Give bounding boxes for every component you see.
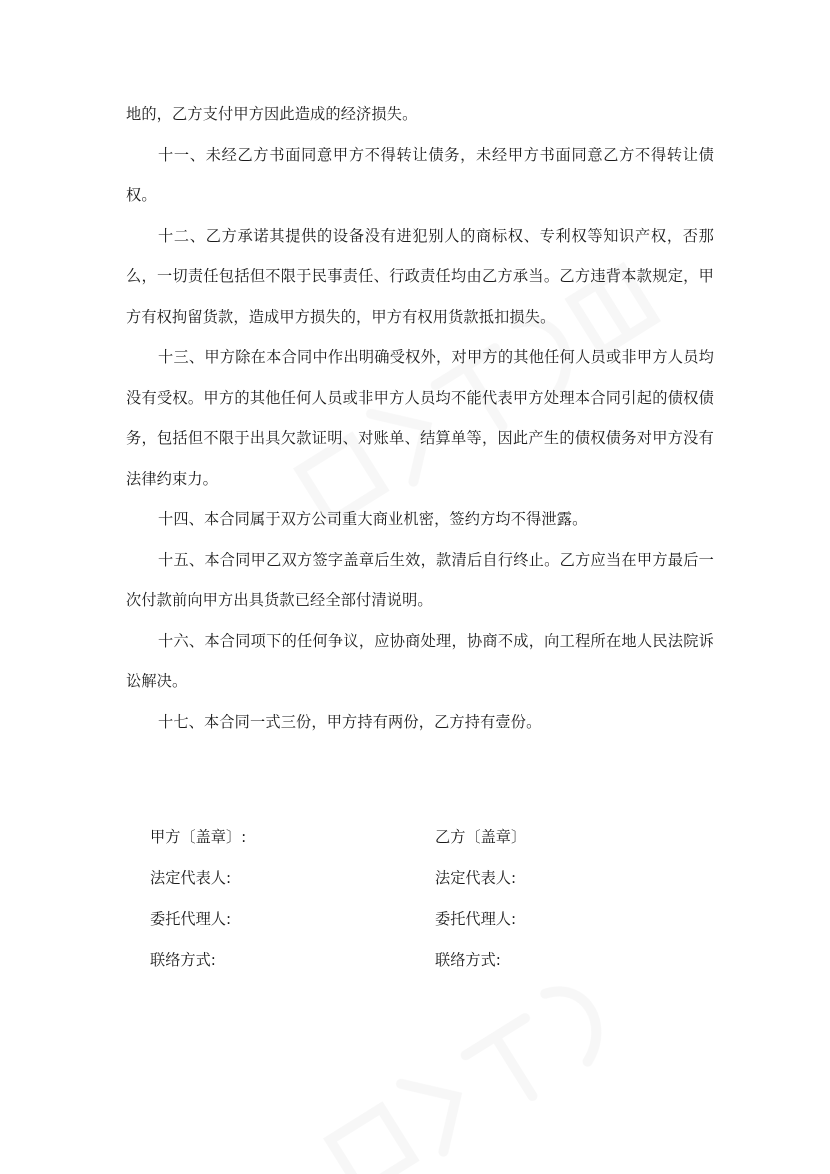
signature-row-legal-rep: [150, 857, 710, 898]
party-b-contact-label: 联络方式:: [435, 951, 501, 969]
clause-17: 十七、本合同一式三份，甲方持有两份，乙方持有壹份。: [158, 712, 542, 731]
paragraph-continuation: 地的，乙方支付甲方因此造成的经济损失。: [126, 105, 418, 123]
party-b-seal-label: 乙方〔盖章〕: [435, 828, 527, 846]
clause-14: 十四、本合同属于双方公司重大商业机密，签约方均不得泄露。: [158, 510, 588, 528]
clause-15: 十五、本合同甲乙双方签字盖章后生效，款清后自行终止。乙方应当在甲方最后一次付款前向甲方出具货款已经全部付清说明。: [126, 550, 714, 609]
signature-block: [150, 816, 710, 980]
clause-13: 十三、甲方除在本合同中作出明确受权外，对甲方的其他任何人员或非甲方人员均没有受权。甲方的其他任何人员或非甲方人员均不能代表甲方处理本合同引起的债权债务，包括但不限于出具欠款证明、对账单、结算单等，因此产生的债权债务对甲方没有法律约束力。: [126, 348, 714, 488]
party-a-legal-rep-label: 法定代表人:: [150, 869, 232, 887]
clause-11: 十一、未经乙方书面同意甲方不得转让债务，未经甲方书面同意乙方不得转让债权。: [126, 145, 714, 204]
contract-body: [126, 94, 714, 742]
party-a-agent-label: 委托代理人:: [150, 910, 232, 928]
clause-16: 十六、本合同项下的任何争议，应协商处理，协商不成，向工程所在地人民法院诉讼解决。: [126, 631, 714, 690]
party-a-seal-label: 甲方〔盖章〕:: [150, 828, 247, 846]
signature-row-agent: [150, 898, 710, 939]
signature-row-seal: [150, 816, 710, 857]
party-a-contact-label: 联络方式:: [150, 951, 216, 969]
clause-12: 十二、乙方承诺其提供的设备没有进犯别人的商标权、专利权等知识产权，否那么，一切责任包括但不限于民事责任、行政责任均由乙方承当。乙方违背本款规定，甲方有权拘留货款，造成甲方损失的，甲方有权用货款抵扣损失。: [126, 226, 714, 326]
party-b-legal-rep-label: 法定代表人:: [435, 869, 517, 887]
party-b-agent-label: 委托代理人:: [435, 910, 517, 928]
signature-row-contact: [150, 939, 710, 980]
